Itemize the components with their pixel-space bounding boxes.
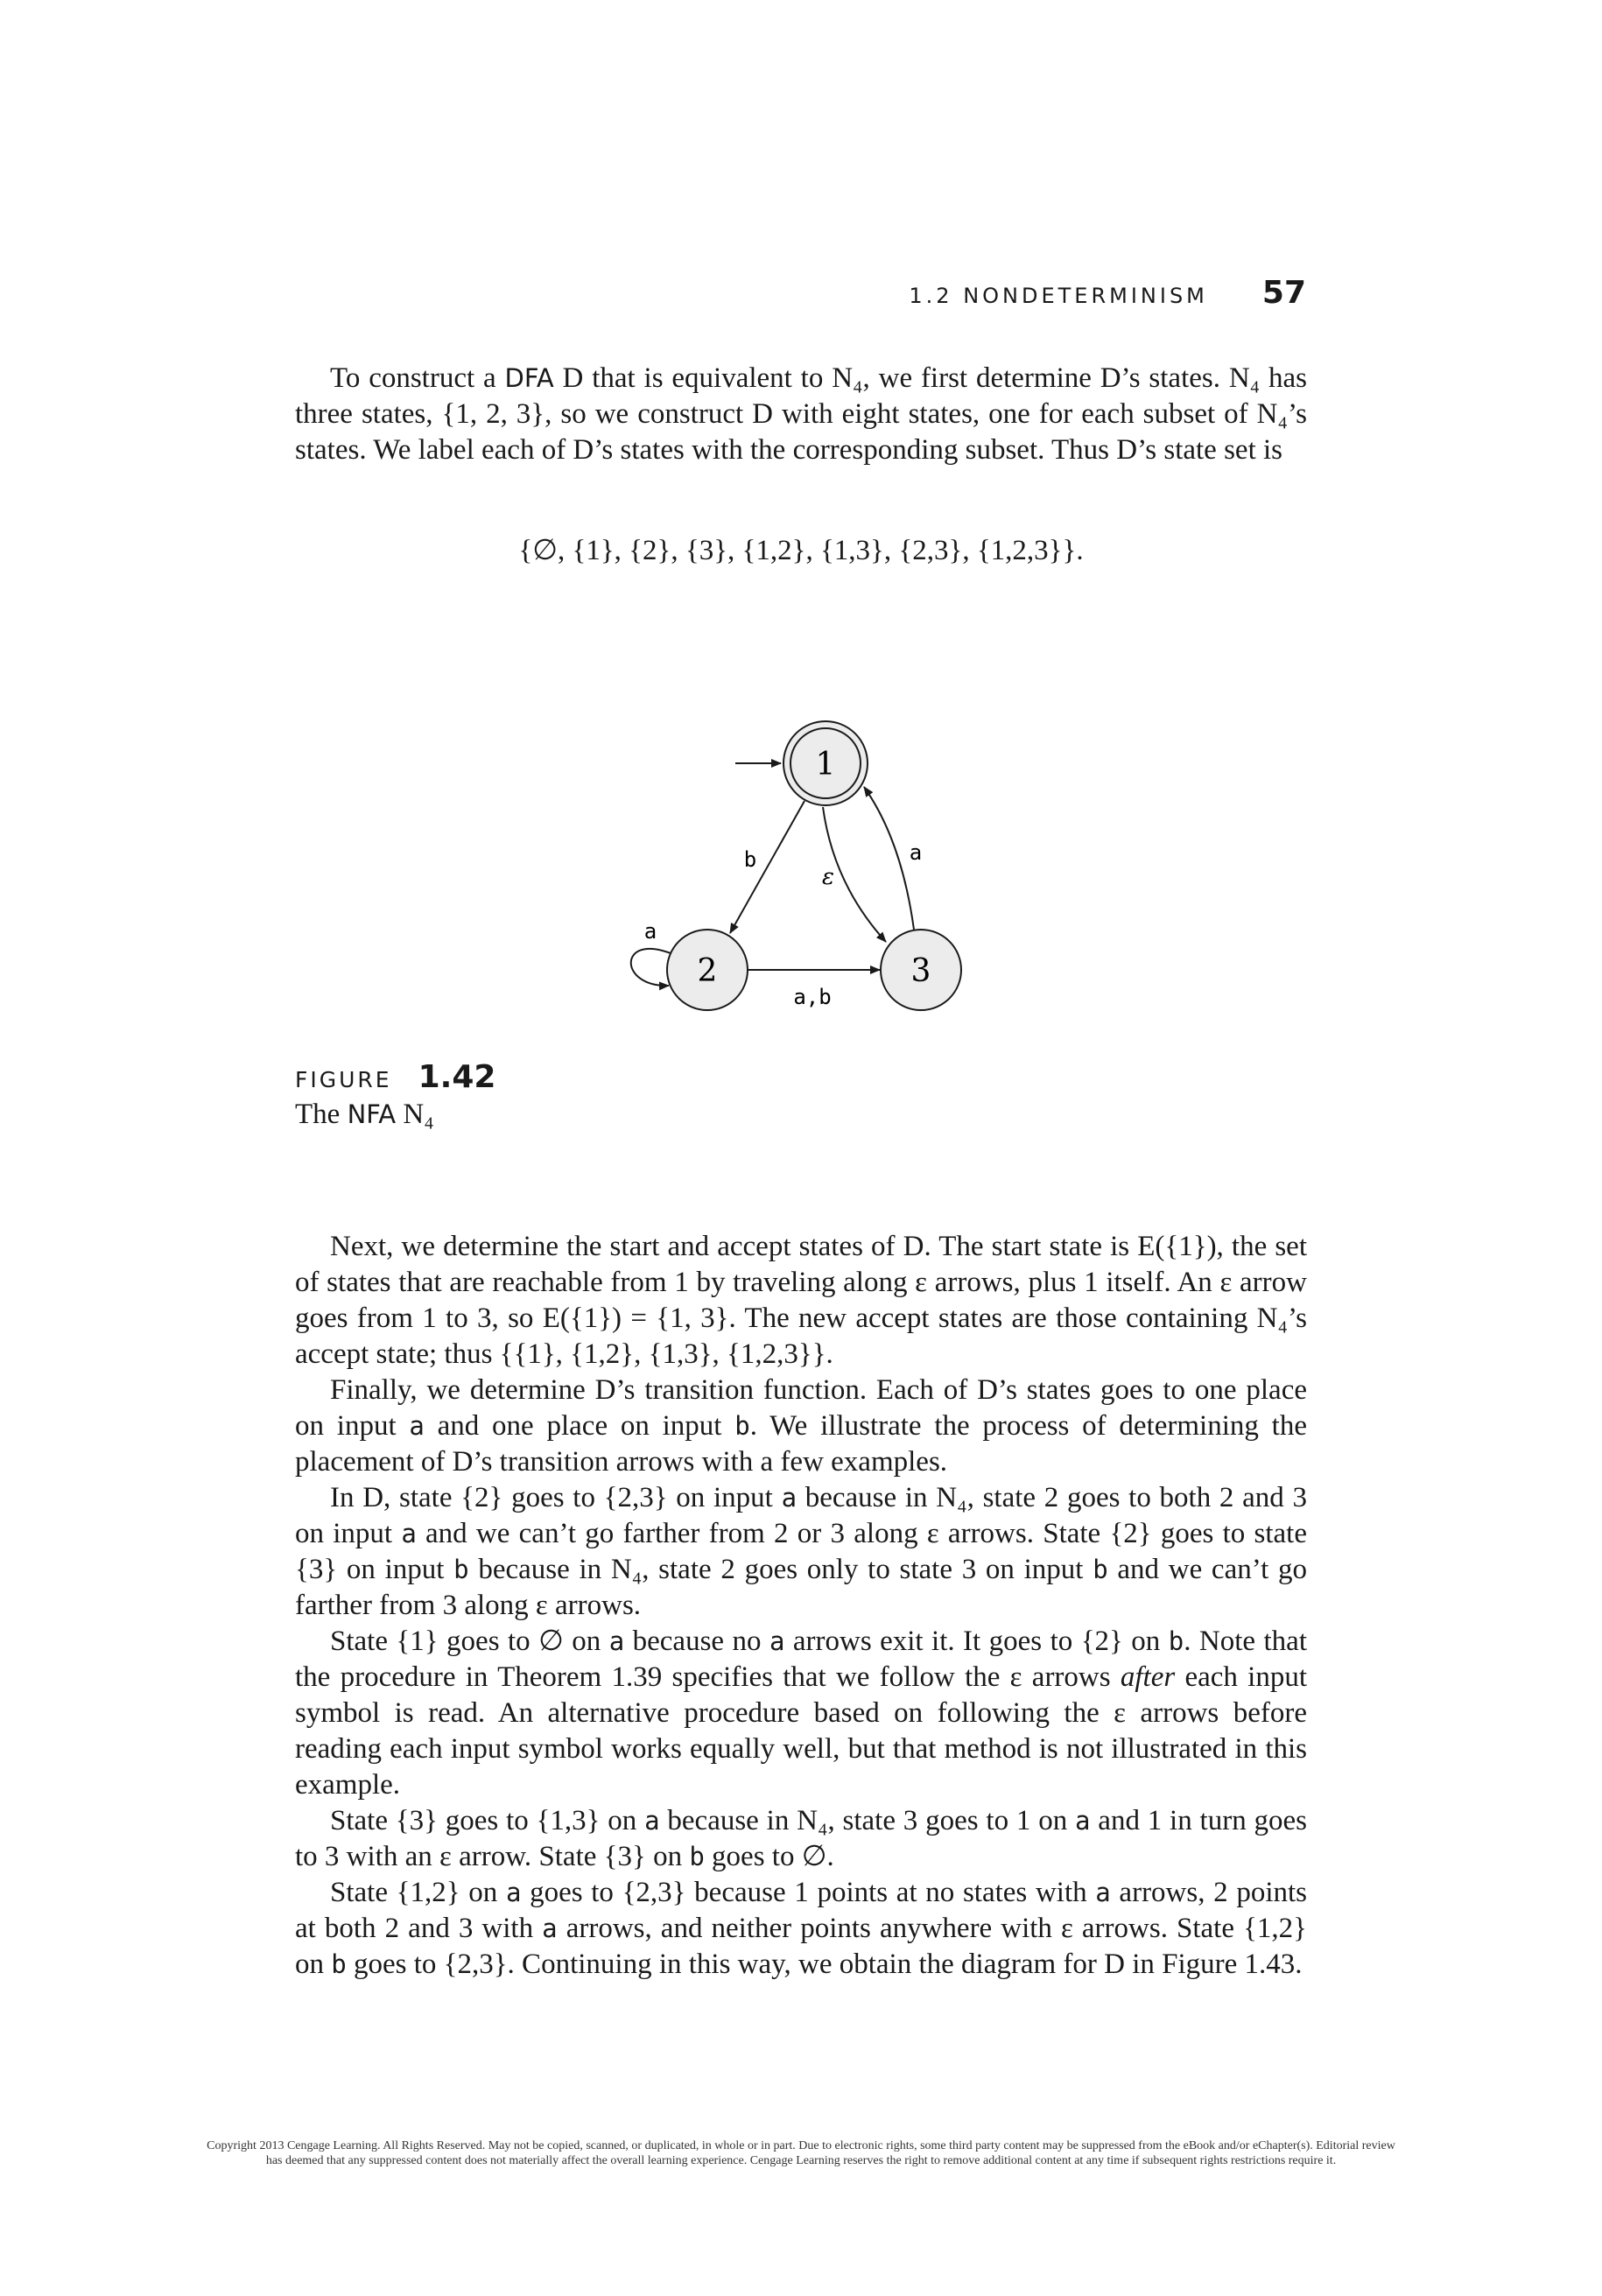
intro-text: To construct a DFA D that is equivalent to N₄, we first determine D’s states. N₄ has three states, {1, 2, 3}, so we construct D with eight states, one for each subset of N₄’s states. We label each of D’s states with the corresponding subset. Thus D’s state set is: [295, 362, 1307, 466]
edge-label-a-loop: a: [643, 919, 657, 944]
edge-2-self-loop: [631, 949, 671, 986]
edge-label-b: b: [743, 847, 757, 872]
edge-3-to-1: [864, 787, 914, 930]
running-head: [909, 275, 1306, 311]
body-text: [295, 1229, 1307, 1983]
section-title: 1.2 NONDETERMINISM: [909, 284, 1208, 308]
edge-label-a-3-to-1: a: [909, 840, 923, 865]
paragraph-transition-function: Finally, we determine D’s transition function. Each of D’s states goes to one place on input a and one place on input b. We illustrate the process of determining the placement of D’s transition arrows with a few examples.: [295, 1374, 1307, 1478]
intro-paragraph: [295, 361, 1307, 468]
figure-caption: [295, 1059, 495, 1131]
figure-description: The NFA N₄: [295, 1099, 434, 1130]
state-1: [783, 721, 868, 805]
figure-label: [295, 1059, 495, 1095]
figure-number: 1.42: [418, 1059, 496, 1095]
nfa-diagram: [613, 709, 980, 1042]
edge-label-epsilon: ε: [822, 864, 834, 890]
copyright-notice: Copyright 2013 Cengage Learning. All Rights Reserved. May not be copied, scanned, or duplicated, in whole or in part. Due to electronic rights, some third party content may be suppressed from the eBook and/or eChapter(s). Editorial review has deemed that any suppressed content does not materially affect the overall learning experience. Cengage Learning reserves the right to remove additional content at any time if subsequent rights restrictions require it.: [207, 2139, 1395, 2167]
page-number: 57: [1261, 275, 1306, 311]
paragraph-state-1: State {1} goes to ∅ on a because no a arrows exit it. It goes to {2} on b. Note that the procedure in Theorem 1.39 specifies that we follow the ε arrows after each input symbol is read. An alternative procedure based on following the ε arrows before reading each input symbol works equally well, but that method is not illustrated in this example.: [295, 1625, 1307, 1801]
edge-1-to-2: [730, 801, 805, 933]
state-3: [881, 930, 961, 1010]
figure-word: FIGURE: [295, 1067, 392, 1092]
paragraph-start-accept: Next, we determine the start and accept states of D. The start state is E({1}), the set of states that are reachable from 1 by traveling along ε arrows, plus 1 itself. An ε arrow goes from 1 to 3, so E({1}) = {1, 3}. The new accept states are those containing N₄’s accept state; thus {{1}, {1,2}, {1,3}, {1,2,3}}.: [295, 1231, 1307, 1370]
state-set-equation: {∅, {1}, {2}, {3}, {1,2}, {1,3}, {2,3}, {1,2,3}}.: [518, 535, 1084, 566]
state-3-label: 3: [910, 953, 931, 989]
state-2-label: 2: [697, 953, 718, 989]
state-1-label: 1: [815, 747, 836, 783]
paragraph-state-3: State {3} goes to {1,3} on a because in N₄, state 3 goes to 1 on a and 1 in turn goes to 3 with an ε arrow. State {3} on b goes to ∅.: [295, 1805, 1307, 1872]
paragraph-state-2: In D, state {2} goes to {2,3} on input a because in N₄, state 2 goes to both 2 and 3 on input a and we can’t go farther from 2 or 3 along ε arrows. State {2} goes to state {3} on input b because in N₄, state 2 goes only to state 3 on input b and we can’t go farther from 3 along ε arrows.: [295, 1482, 1308, 1621]
paragraph-state-1-2: State {1,2} on a goes to {2,3} because 1 points at no states with a arrows, 2 points at both 2 and 3 with a arrows, and neither points anywhere with ε arrows. State {1,2} on b goes to {2,3}. Continuing in this way, we obtain the diagram for D in Figure 1.43.: [295, 1877, 1308, 1980]
edge-label-ab: a,b: [793, 985, 832, 1009]
state-2: [667, 930, 748, 1010]
